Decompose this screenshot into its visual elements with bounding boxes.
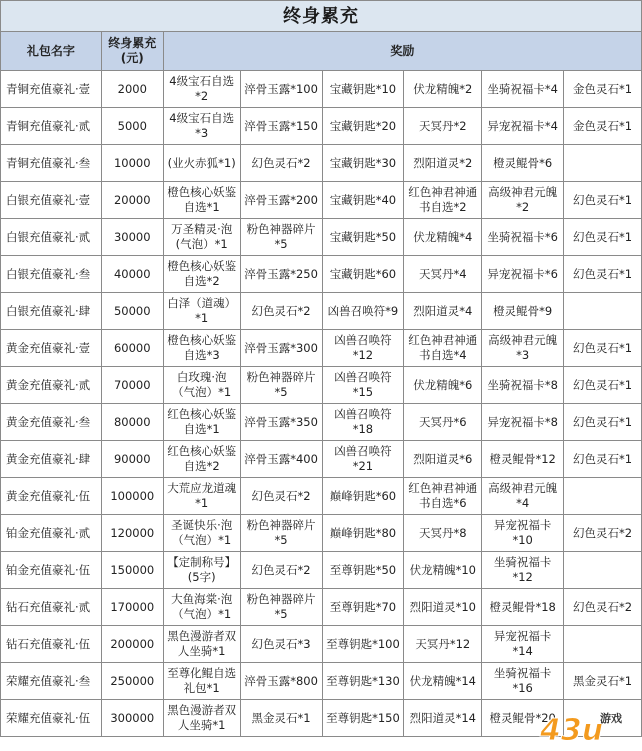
package-name-cell: 钻石充值豪礼·贰 bbox=[1, 589, 102, 626]
amount-cell: 50000 bbox=[101, 293, 163, 330]
reward-1-cell: 圣诞快乐·泡（气泡）*1 bbox=[163, 515, 240, 552]
table-row bbox=[1, 441, 642, 478]
reward-2-cell: 粉色神器碎片*5 bbox=[240, 367, 322, 404]
amount-cell: 150000 bbox=[101, 552, 163, 589]
reward-4-cell: 烈阳道灵*4 bbox=[404, 293, 482, 330]
header-amount-top: 终身累充 bbox=[108, 36, 157, 50]
reward-3-cell: 凶兽召唤符*9 bbox=[322, 293, 404, 330]
reward-5-cell: 高级神君元魄*2 bbox=[482, 182, 564, 219]
table-row bbox=[1, 515, 642, 552]
reward-6-cell: 金色灵石*1 bbox=[564, 71, 642, 108]
reward-6-cell: 幻色灵石*2 bbox=[564, 515, 642, 552]
table-title: 终身累充 bbox=[1, 1, 642, 32]
reward-3-cell: 凶兽召唤符*18 bbox=[322, 404, 404, 441]
reward-6-cell: 幻色灵石*1 bbox=[564, 256, 642, 293]
reward-2-cell: 幻色灵石*2 bbox=[240, 145, 322, 182]
package-name-cell: 黄金充值豪礼·伍 bbox=[1, 478, 102, 515]
reward-5-cell: 橙灵鲲骨*6 bbox=[482, 145, 564, 182]
reward-5-cell: 异宠祝福卡*8 bbox=[482, 404, 564, 441]
reward-2-cell: 幻色灵石*2 bbox=[240, 293, 322, 330]
reward-4-cell: 伏龙精魄*10 bbox=[404, 552, 482, 589]
reward-5-cell: 异宠祝福卡*6 bbox=[482, 256, 564, 293]
amount-cell: 120000 bbox=[101, 515, 163, 552]
reward-2-cell: 幻色灵石*2 bbox=[240, 552, 322, 589]
reward-1-cell: 大荒应龙道魂*1 bbox=[163, 478, 240, 515]
table-row bbox=[1, 293, 642, 330]
reward-5-cell: 异宠祝福卡*14 bbox=[482, 626, 564, 663]
table-row bbox=[1, 219, 642, 256]
reward-1-cell: 4级宝石自选*2 bbox=[163, 71, 240, 108]
reward-5-cell: 橙灵鲲骨*12 bbox=[482, 441, 564, 478]
reward-4-cell: 烈阳道灵*14 bbox=[404, 700, 482, 737]
reward-6-cell bbox=[564, 626, 642, 663]
reward-3-cell: 宝藏钥匙*40 bbox=[322, 182, 404, 219]
reward-2-cell: 淬骨玉露*100 bbox=[240, 71, 322, 108]
amount-cell: 100000 bbox=[101, 478, 163, 515]
reward-3-cell: 巅峰钥匙*60 bbox=[322, 478, 404, 515]
reward-1-cell: 橙色核心妖鉴自选*3 bbox=[163, 330, 240, 367]
reward-2-cell: 淬骨玉露*250 bbox=[240, 256, 322, 293]
reward-6-cell: 幻色灵石*1 bbox=[564, 367, 642, 404]
reward-5-cell: 橙灵鲲骨*18 bbox=[482, 589, 564, 626]
package-name-cell: 青铜充值豪礼·叁 bbox=[1, 145, 102, 182]
reward-4-cell: 天冥丹*2 bbox=[404, 108, 482, 145]
reward-4-cell: 天冥丹*6 bbox=[404, 404, 482, 441]
reward-5-cell: 坐骑祝福卡*8 bbox=[482, 367, 564, 404]
logo-brand: 43u bbox=[540, 713, 604, 747]
reward-6-cell bbox=[564, 293, 642, 330]
reward-1-cell: (业火赤狐*1) bbox=[163, 145, 240, 182]
reward-3-cell: 宝藏钥匙*60 bbox=[322, 256, 404, 293]
reward-4-cell: 红色神君神通书自选*4 bbox=[404, 330, 482, 367]
reward-2-cell: 淬骨玉露*800 bbox=[240, 663, 322, 700]
reward-1-cell: 橙色核心妖鉴自选*2 bbox=[163, 256, 240, 293]
reward-1-cell: 白玫瑰·泡（气泡）*1 bbox=[163, 367, 240, 404]
package-name-cell: 铂金充值豪礼·贰 bbox=[1, 515, 102, 552]
logo-suffix: 游戏 bbox=[600, 712, 622, 725]
reward-5-cell: 高级神君元魄*4 bbox=[482, 478, 564, 515]
reward-4-cell: 红色神君神通书自选*2 bbox=[404, 182, 482, 219]
reward-4-cell: 伏龙精魄*4 bbox=[404, 219, 482, 256]
reward-4-cell: 烈阳道灵*6 bbox=[404, 441, 482, 478]
reward-5-cell: 异宠祝福卡*4 bbox=[482, 108, 564, 145]
reward-1-cell: 至尊化鲲自选礼包*1 bbox=[163, 663, 240, 700]
amount-cell: 40000 bbox=[101, 256, 163, 293]
amount-cell: 300000 bbox=[101, 700, 163, 737]
amount-cell: 5000 bbox=[101, 108, 163, 145]
table-row bbox=[1, 145, 642, 182]
reward-2-cell: 幻色灵石*3 bbox=[240, 626, 322, 663]
table-row bbox=[1, 552, 642, 589]
reward-6-cell: 幻色灵石*1 bbox=[564, 330, 642, 367]
reward-2-cell: 淬骨玉露*400 bbox=[240, 441, 322, 478]
reward-2-cell: 粉色神器碎片*5 bbox=[240, 515, 322, 552]
amount-cell: 60000 bbox=[101, 330, 163, 367]
table-row bbox=[1, 404, 642, 441]
amount-cell: 2000 bbox=[101, 71, 163, 108]
package-name-cell: 白银充值豪礼·贰 bbox=[1, 219, 102, 256]
package-name-cell: 黄金充值豪礼·肆 bbox=[1, 441, 102, 478]
amount-cell: 250000 bbox=[101, 663, 163, 700]
table-row bbox=[1, 256, 642, 293]
reward-5-cell: 异宠祝福卡*10 bbox=[482, 515, 564, 552]
package-name-cell: 青铜充值豪礼·贰 bbox=[1, 108, 102, 145]
reward-2-cell: 淬骨玉露*200 bbox=[240, 182, 322, 219]
package-name-cell: 钻石充值豪礼·伍 bbox=[1, 626, 102, 663]
header-amount bbox=[101, 32, 163, 71]
table-row bbox=[1, 589, 642, 626]
reward-4-cell: 红色神君神通书自选*6 bbox=[404, 478, 482, 515]
reward-3-cell: 至尊钥匙*70 bbox=[322, 589, 404, 626]
reward-6-cell bbox=[564, 552, 642, 589]
reward-4-cell: 伏龙精魄*6 bbox=[404, 367, 482, 404]
reward-3-cell: 巅峰钥匙*80 bbox=[322, 515, 404, 552]
reward-5-cell: 坐骑祝福卡*6 bbox=[482, 219, 564, 256]
reward-2-cell: 淬骨玉露*150 bbox=[240, 108, 322, 145]
reward-3-cell: 宝藏钥匙*30 bbox=[322, 145, 404, 182]
reward-1-cell: 红色核心妖鉴自选*1 bbox=[163, 404, 240, 441]
header-amount-unit: (元) bbox=[120, 51, 144, 65]
reward-1-cell: 黑色漫游者双人坐骑*1 bbox=[163, 700, 240, 737]
reward-5-cell: 坐骑祝福卡*16 bbox=[482, 663, 564, 700]
table-row bbox=[1, 367, 642, 404]
package-name-cell: 白银充值豪礼·叁 bbox=[1, 256, 102, 293]
reward-6-cell bbox=[564, 478, 642, 515]
reward-6-cell: 幻色灵石*1 bbox=[564, 441, 642, 478]
table-row bbox=[1, 663, 642, 700]
package-name-cell: 黄金充值豪礼·贰 bbox=[1, 367, 102, 404]
reward-6-cell bbox=[564, 145, 642, 182]
package-name-cell: 青铜充值豪礼·壹 bbox=[1, 71, 102, 108]
reward-1-cell: 4级宝石自选*3 bbox=[163, 108, 240, 145]
package-name-cell: 白银充值豪礼·肆 bbox=[1, 293, 102, 330]
amount-cell: 170000 bbox=[101, 589, 163, 626]
reward-4-cell: 伏龙精魄*14 bbox=[404, 663, 482, 700]
package-name-cell: 铂金充值豪礼·伍 bbox=[1, 552, 102, 589]
reward-3-cell: 至尊钥匙*130 bbox=[322, 663, 404, 700]
reward-2-cell: 粉色神器碎片*5 bbox=[240, 589, 322, 626]
reward-6-cell: 幻色灵石*2 bbox=[564, 589, 642, 626]
reward-6-cell: 黑金灵石*1 bbox=[564, 663, 642, 700]
reward-4-cell: 天冥丹*12 bbox=[404, 626, 482, 663]
reward-1-cell: 大鱼海棠·泡（气泡）*1 bbox=[163, 589, 240, 626]
reward-5-cell: 橙灵鲲骨*20 bbox=[482, 700, 564, 737]
reward-2-cell: 淬骨玉露*350 bbox=[240, 404, 322, 441]
reward-3-cell: 凶兽召唤符*21 bbox=[322, 441, 404, 478]
reward-3-cell: 宝藏钥匙*20 bbox=[322, 108, 404, 145]
reward-6-cell: 幻色灵石*1 bbox=[564, 219, 642, 256]
header-name: 礼包名字 bbox=[1, 32, 102, 71]
reward-4-cell: 天冥丹*4 bbox=[404, 256, 482, 293]
reward-6-cell: 金色灵石*1 bbox=[564, 108, 642, 145]
table-row bbox=[1, 71, 642, 108]
amount-cell: 30000 bbox=[101, 219, 163, 256]
reward-2-cell: 淬骨玉露*300 bbox=[240, 330, 322, 367]
table-row bbox=[1, 330, 642, 367]
reward-5-cell: 坐骑祝福卡*4 bbox=[482, 71, 564, 108]
reward-4-cell: 伏龙精魄*2 bbox=[404, 71, 482, 108]
reward-3-cell: 凶兽召唤符*12 bbox=[322, 330, 404, 367]
header-rewards: 奖励 bbox=[163, 32, 641, 71]
table-body bbox=[1, 71, 642, 737]
package-name-cell: 白银充值豪礼·壹 bbox=[1, 182, 102, 219]
reward-5-cell: 高级神君元魄*3 bbox=[482, 330, 564, 367]
amount-cell: 10000 bbox=[101, 145, 163, 182]
table-row bbox=[1, 182, 642, 219]
reward-2-cell: 粉色神器碎片*5 bbox=[240, 219, 322, 256]
site-logo bbox=[538, 707, 636, 747]
reward-1-cell: 【定制称号】(5字) bbox=[163, 552, 240, 589]
package-name-cell: 荣耀充值豪礼·伍 bbox=[1, 700, 102, 737]
reward-1-cell: 万圣精灵·泡(气泡）*1 bbox=[163, 219, 240, 256]
amount-cell: 20000 bbox=[101, 182, 163, 219]
reward-6-cell: 幻色灵石*1 bbox=[564, 182, 642, 219]
reward-3-cell: 至尊钥匙*50 bbox=[322, 552, 404, 589]
reward-2-cell: 幻色灵石*2 bbox=[240, 478, 322, 515]
reward-3-cell: 至尊钥匙*150 bbox=[322, 700, 404, 737]
amount-cell: 200000 bbox=[101, 626, 163, 663]
reward-4-cell: 天冥丹*8 bbox=[404, 515, 482, 552]
package-name-cell: 荣耀充值豪礼·叁 bbox=[1, 663, 102, 700]
reward-4-cell: 烈阳道灵*2 bbox=[404, 145, 482, 182]
amount-cell: 90000 bbox=[101, 441, 163, 478]
table-row bbox=[1, 108, 642, 145]
reward-1-cell: 黑色漫游者双人坐骑*1 bbox=[163, 626, 240, 663]
reward-4-cell: 烈阳道灵*10 bbox=[404, 589, 482, 626]
package-name-cell: 黄金充值豪礼·叁 bbox=[1, 404, 102, 441]
reward-3-cell: 凶兽召唤符*15 bbox=[322, 367, 404, 404]
reward-6-cell: 幻色灵石*1 bbox=[564, 404, 642, 441]
amount-cell: 70000 bbox=[101, 367, 163, 404]
reward-3-cell: 宝藏钥匙*10 bbox=[322, 71, 404, 108]
reward-1-cell: 红色核心妖鉴自选*2 bbox=[163, 441, 240, 478]
amount-cell: 80000 bbox=[101, 404, 163, 441]
reward-2-cell: 黑金灵石*1 bbox=[240, 700, 322, 737]
table-row bbox=[1, 478, 642, 515]
reward-5-cell: 橙灵鲲骨*9 bbox=[482, 293, 564, 330]
package-name-cell: 黄金充值豪礼·壹 bbox=[1, 330, 102, 367]
reward-1-cell: 白泽（道魂）*1 bbox=[163, 293, 240, 330]
reward-1-cell: 橙色核心妖鉴自选*1 bbox=[163, 182, 240, 219]
table-row bbox=[1, 626, 642, 663]
reward-5-cell: 坐骑祝福卡*12 bbox=[482, 552, 564, 589]
reward-3-cell: 宝藏钥匙*50 bbox=[322, 219, 404, 256]
reward-3-cell: 至尊钥匙*100 bbox=[322, 626, 404, 663]
